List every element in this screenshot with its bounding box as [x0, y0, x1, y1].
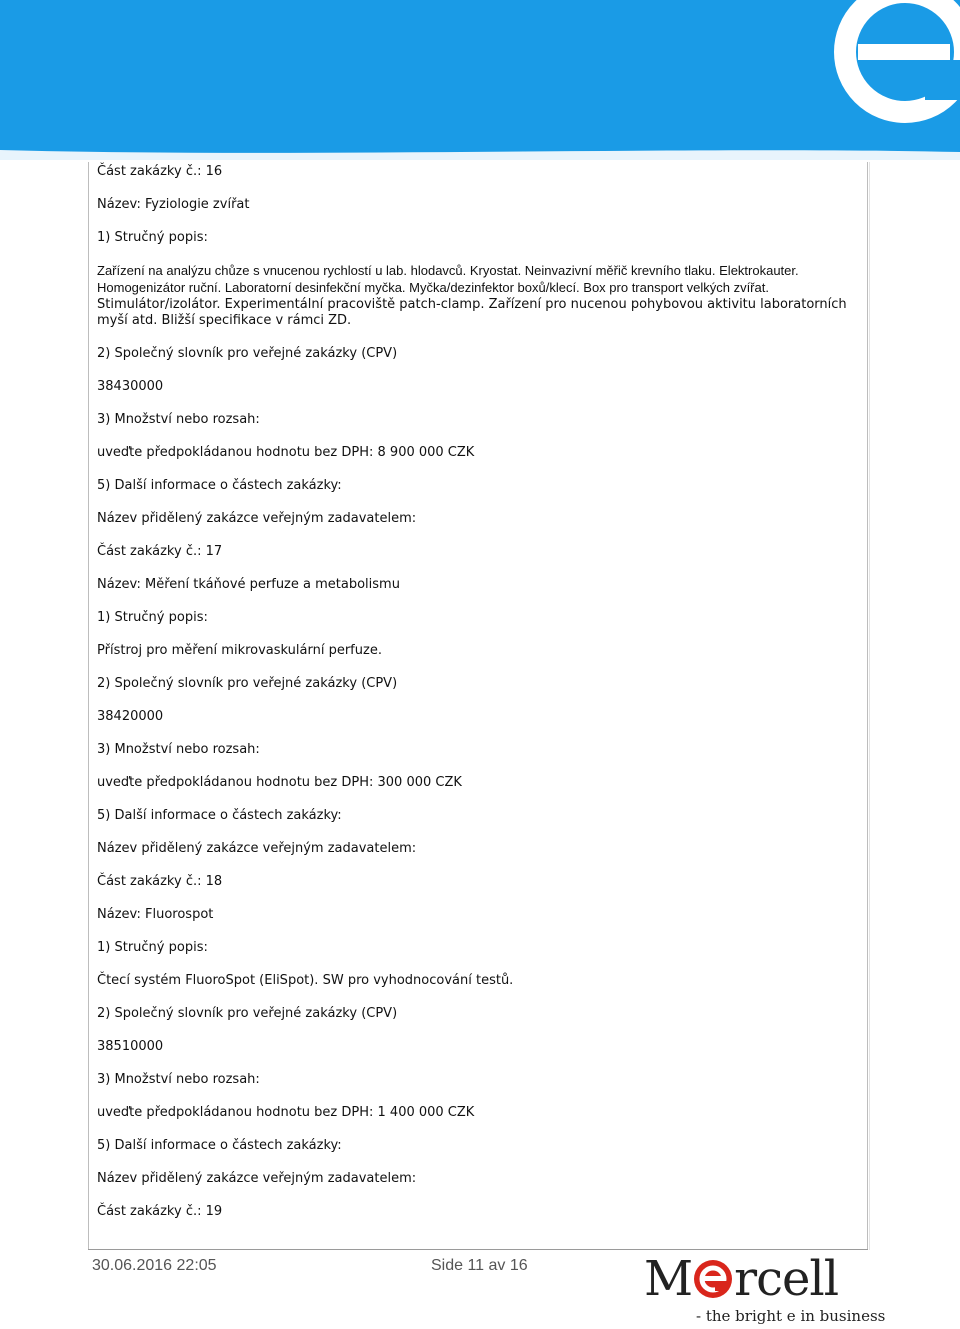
footer-timestamp: 30.06.2016 22:05 — [92, 1257, 217, 1274]
logo-wordmark — [644, 1253, 838, 1305]
cpv-heading: 2) Společný slovník pro veřejné zakázky (CPV) — [97, 1006, 398, 1021]
mercell-e-icon — [693, 1259, 733, 1299]
footer-page-number: Side 11 av 16 — [431, 1257, 528, 1274]
brief-heading: 1) Stručný popis: — [97, 230, 208, 245]
cpv-code: 38420000 — [97, 709, 164, 724]
header-banner — [0, 0, 960, 160]
assigned-name: Název přidělený zakázce veřejným zadavatelem: — [97, 841, 417, 856]
quantity-heading: 3) Množství nebo rozsah: — [97, 1072, 260, 1087]
part-number: Část zakázky č.: 16 — [97, 164, 223, 179]
logo-word-rest: rcell — [734, 1251, 839, 1307]
brief-heading: 1) Stručný popis: — [97, 610, 208, 625]
brief-heading: 1) Stručný popis: — [97, 940, 208, 955]
part-number: Část zakázky č.: 19 — [97, 1204, 223, 1219]
more-info-heading: 5) Další informace o částech zakázky: — [97, 808, 342, 823]
brief-description — [97, 263, 857, 329]
brief-description: Čtecí systém FluoroSpot (EliSpot). SW pro vyhodnocování testů. — [97, 973, 514, 988]
mercell-logo — [644, 1251, 886, 1329]
cpv-heading: 2) Společný slovník pro veřejné zakázky (CPV) — [97, 346, 398, 361]
part-name: Název: Fluorospot — [97, 907, 214, 922]
quantity-value: uveďte předpokládanou hodnotu bez DPH: 8 900 000 CZK — [97, 445, 475, 460]
page-frame-right — [867, 162, 868, 1250]
quantity-heading: 3) Množství nebo rozsah: — [97, 742, 260, 757]
part-name: Název: Fyziologie zvířat — [97, 197, 250, 212]
part-number: Část zakázky č.: 17 — [97, 544, 223, 559]
page-frame-right-shadow — [869, 162, 870, 1250]
logo-tagline: - the bright e in business — [696, 1307, 886, 1325]
assigned-name: Název přidělený zakázce veřejným zadavatelem: — [97, 511, 417, 526]
quantity-value: uveďte předpokládanou hodnotu bez DPH: 300 000 CZK — [97, 775, 462, 790]
cpv-heading: 2) Společný slovník pro veřejné zakázky (CPV) — [97, 676, 398, 691]
more-info-heading: 5) Další informace o částech zakázky: — [97, 478, 342, 493]
page-frame-bottom — [88, 1249, 868, 1250]
more-info-heading: 5) Další informace o částech zakázky: — [97, 1138, 342, 1153]
header-background — [0, 0, 960, 160]
part-number: Část zakázky č.: 18 — [97, 874, 223, 889]
assigned-name: Název přidělený zakázce veřejným zadavatelem: — [97, 1171, 417, 1186]
page-frame-left — [88, 162, 89, 1250]
part-name: Název: Měření tkáňové perfuze a metabolismu — [97, 577, 400, 592]
document-content — [97, 164, 862, 1237]
logo-letter-m: M — [644, 1251, 693, 1307]
brief-description-sans: Stimulátor/izolátor. Experimentální pracoviště patch-clamp. Zařízení pro nucenou pohybovou aktivitu laboratorních myší atd. Bližší specifikace v rámci ZD. — [97, 297, 847, 328]
cpv-code: 38510000 — [97, 1039, 164, 1054]
quantity-heading: 3) Množství nebo rozsah: — [97, 412, 260, 427]
brief-description-serif: Zařízení na analýzu chůze s vnucenou rychlostí u lab. hlodavců. Kryostat. Neinvazivní měřič krevního tlaku. Elektrokauter. Homogenizátor ruční. Laboratorní desinfekční myčka. Myčka/dezinfektor boxů/klecí. Box pro transport velkých zvířat. — [97, 263, 799, 295]
quantity-value: uveďte předpokládanou hodnotu bez DPH: 1 400 000 CZK — [97, 1105, 475, 1120]
brief-description: Přístroj pro měření mikrovaskulární perfuze. — [97, 643, 382, 658]
cpv-code: 38430000 — [97, 379, 164, 394]
